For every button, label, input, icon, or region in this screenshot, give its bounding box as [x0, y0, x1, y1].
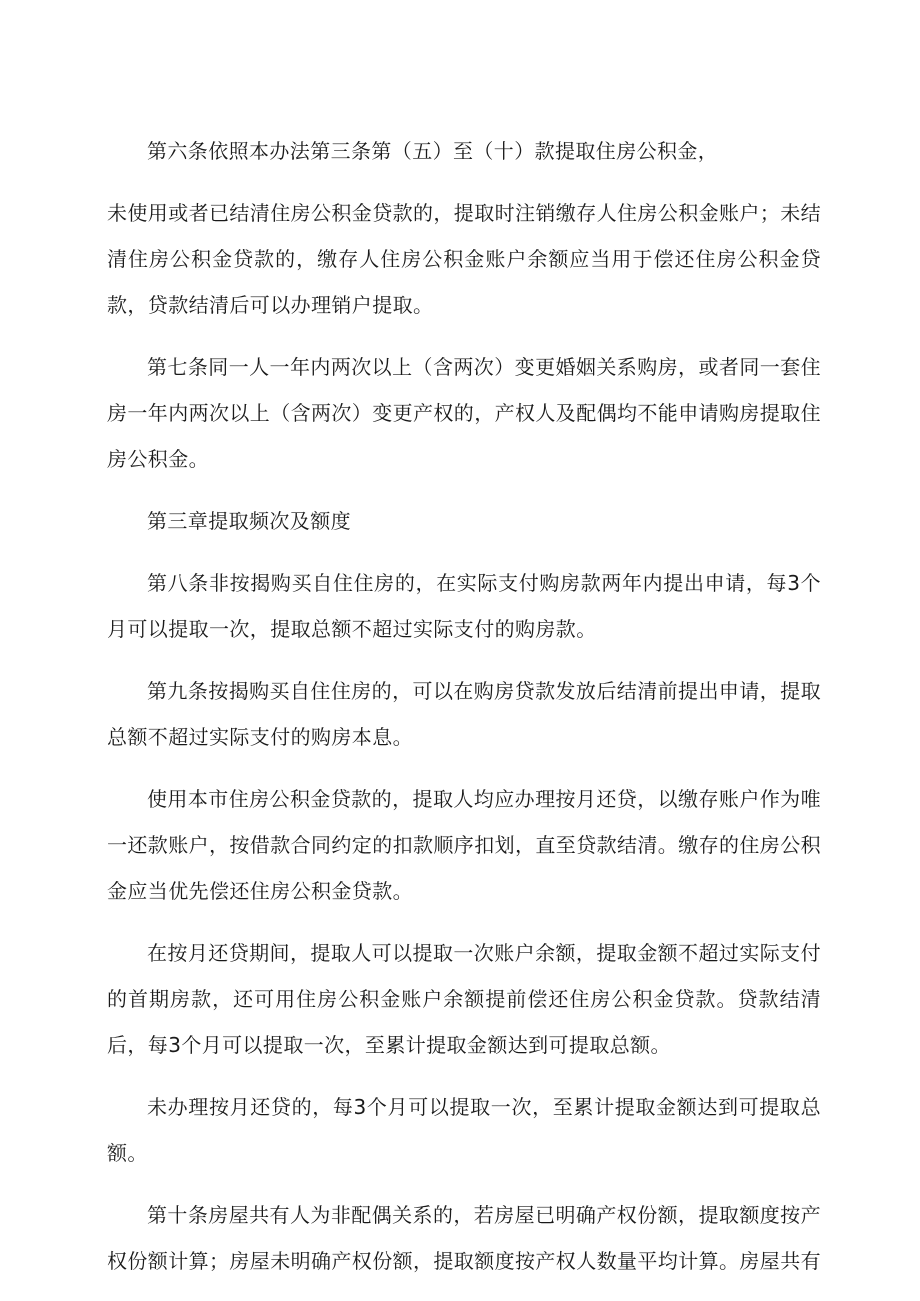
paragraph-article-9-repayment: 在按月还贷期间，提取人可以提取一次账户余额，提取金额不超过实际支付的首期房款，还可用住房公积金账户余额提前偿还住房公积金贷款。贷款结清后，每3个月可以提取一次，至累计提取金额达到可提取总额。 — [107, 941, 821, 1057]
paragraph-article-9-loan: 使用本市住房公积金贷款的，提取人均应办理按月还贷，以缴存账户作为唯一还款账户，按借款合同约定的扣款顺序扣划，直至贷款结清。缴存的住房公积金应当优先偿还住房公积金贷款。 — [107, 787, 821, 903]
paragraph-article-9: 第九条按揭购买自住住房的，可以在购房贷款发放后结清前提出申请，提取总额不超过实际支付的购房本息。 — [107, 679, 821, 749]
paragraph-article-8: 第八条非按揭购买自住住房的，在实际支付购房款两年内提出申请，每3个月可以提取一次，提取总额不超过实际支付的购房款。 — [107, 571, 821, 641]
paragraph-article-6: 第六条依照本办法第三条第（五）至（十）款提取住房公积金， — [147, 139, 719, 163]
paragraph-article-6-continued: 未使用或者已结清住房公积金贷款的，提取时注销缴存人住房公积金账户；未结清住房公积金贷款的，缴存人住房公积金账户余额应当用于偿还住房公积金贷款，贷款结清后可以办理销户提取。 — [107, 201, 821, 317]
paragraph-article-7: 第七条同一人一年内两次以上（含两次）变更婚姻关系购房，或者同一套住房一年内两次以上（含两次）变更产权的，产权人及配偶均不能申请购房提取住房公积金。 — [107, 355, 821, 471]
document-body — [107, 128, 821, 1300]
chapter-heading-3: 第三章提取频次及额度 — [147, 509, 351, 533]
paragraph-article-10: 第十条房屋共有人为非配偶关系的，若房屋已明确产权份额，提取额度按产权份额计算；房屋未明确产权份额，提取额度按产权人数量平均计算。房屋共有 — [107, 1203, 821, 1273]
paragraph-article-9-no-monthly: 未办理按月还贷的，每3个月可以提取一次，至累计提取金额达到可提取总额。 — [107, 1095, 821, 1165]
